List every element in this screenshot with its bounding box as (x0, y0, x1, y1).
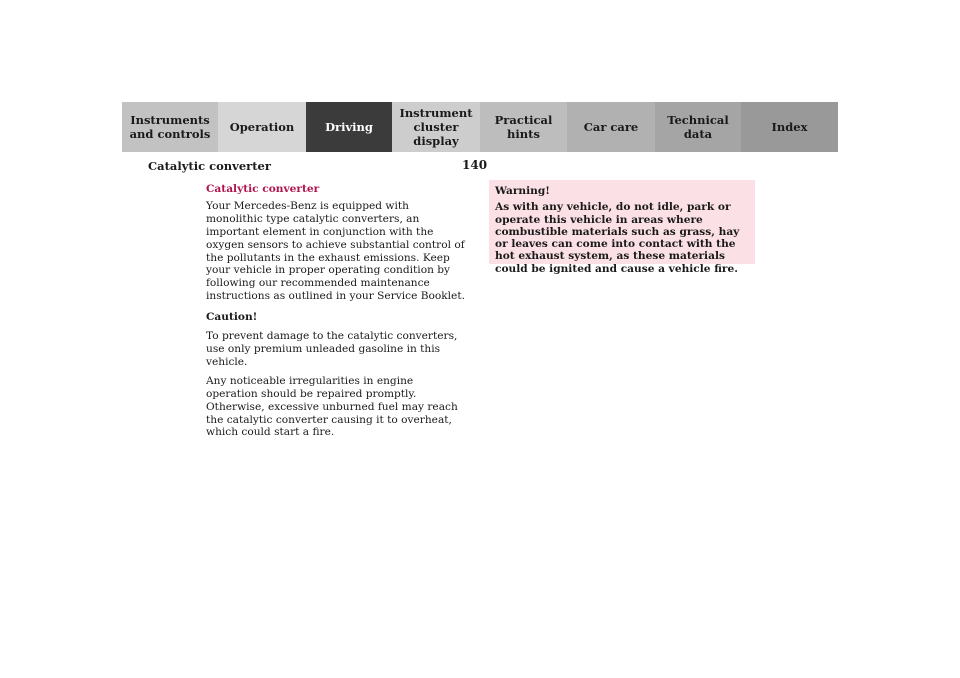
tab-technical-data[interactable]: Technical data (655, 102, 741, 152)
running-header-title: Catalytic converter (148, 159, 271, 173)
intro-paragraph: Your Mercedes-Benz is equipped with monolithic type catalytic converters, an important element in conjunction with the oxygen sensors to achieve substantial control of the pollutants in the exhaust emissions. Keep your vehicle in proper operating condition by following our recommended maintenance instructions as outlined in your Service Booklet. (206, 199, 465, 303)
tab-car-care[interactable]: Car care (567, 102, 655, 152)
tab-driving[interactable]: Driving (306, 102, 392, 152)
tab-practical-hints[interactable]: Practical hints (480, 102, 567, 152)
tab-operation[interactable]: Operation (218, 102, 306, 152)
caution-paragraph-fuel: To prevent damage to the catalytic converters, use only premium unleaded gasoline in this vehicle. (206, 330, 458, 368)
tab-instruments-and-controls[interactable]: Instruments and controls (122, 102, 218, 152)
warning-box (489, 180, 755, 275)
tab-instrument-cluster-display[interactable]: Instrument cluster display (392, 102, 480, 152)
tab-index[interactable]: Index (741, 102, 838, 152)
warning-body: As with any vehicle, do not idle, park or operate this vehicle in areas where combustible materials such as grass, hay or leaves can come into contact with the hot exhaust system, as these materials could be ignited and cause a vehicle fire. (495, 201, 740, 275)
page-number: 140 (462, 158, 488, 172)
main-text-column (206, 183, 468, 445)
warning-heading: Warning! (495, 185, 550, 197)
caution-heading: Caution! (206, 311, 258, 324)
chapter-tab-bar (122, 102, 838, 152)
caution-paragraph-irregularities: Any noticeable irregularities in engine operation should be repaired promptly. Otherwise, excessive unburned fuel may reach the catalytic converter causing it to overheat, which could start a fire. (206, 374, 458, 439)
section-heading: Catalytic converter (206, 183, 320, 195)
